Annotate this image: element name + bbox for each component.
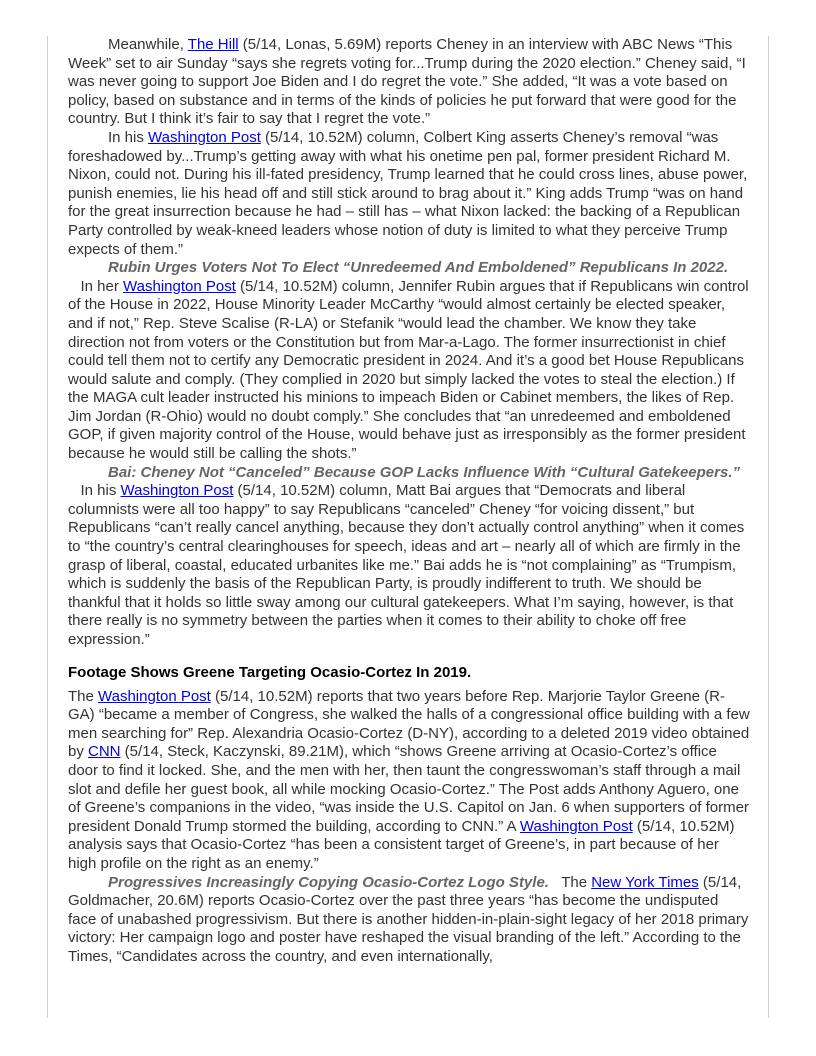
text: The	[548, 873, 592, 891]
story-headline: Progressives Increasingly Copying Ocasio-Cortez Logo Style.	[108, 873, 549, 891]
paragraph-cheney-regret	[68, 36, 750, 129]
link-washington-post[interactable]: Washington Post	[123, 277, 236, 295]
link-the-hill[interactable]: The Hill	[187, 36, 239, 53]
link-washington-post[interactable]: Washington Post	[98, 687, 211, 705]
text: (5/14, Lonas, 5.69M) reports Cheney in an interview with ABC News “This Week” set to air Sunday “says she regrets voting for...Trump during the 2020 election.” Cheney said, “I was never going to support Joe Biden and I do regret the vote.” She added, “It was a vote based on policy, based on substance and in terms of the kinds of policies he put forward that were good for the country. But I think it’s fair to say that I regret the vote.”	[68, 36, 746, 128]
text: In his	[68, 482, 121, 500]
paragraph-bai	[68, 464, 750, 650]
link-cnn[interactable]: CNN	[88, 743, 121, 761]
link-washington-post[interactable]: Washington Post	[519, 817, 633, 835]
text: (5/14, 10.52M) analysis says that Ocasio-Cortez “has been a consistent target of Greene’s, in part because of her high profile on the right as an enemy.”	[68, 817, 735, 872]
paragraph-logo-style	[68, 874, 750, 967]
paragraph-colbert-king	[68, 129, 750, 259]
document-body	[68, 36, 750, 967]
text: The	[68, 687, 99, 705]
paragraph-rubin	[68, 259, 750, 464]
text: (5/14, 10.52M) reports that two years before Rep. Marjorie Taylor Greene (R-GA) “became a member of Congress, she walked the halls of a congressional office building with a few men searching for” Rep. Alexandria Ocasio-Cortez (D-NY), according to a deleted 2019 video obtained by	[68, 687, 750, 761]
text: In his	[108, 128, 149, 146]
link-washington-post[interactable]: Washington Post	[120, 482, 234, 500]
story-headline: Bai: Cheney Not “Canceled” Because GOP Lacks Influence With “Cultural Gatekeepers.”	[108, 463, 740, 481]
text: (5/14, Goldmacher, 20.6M) reports Ocasio-Cortez over the past three years “has become the undisputed face of unabashed progressivism. But there is another hidden-in-plain-sight legacy of her 2018 primary victory: Her campaign logo and poster have reshaped the visual branding of the left.” According to the Times, “Candidates across the country, and even internationally,	[68, 873, 749, 965]
text: (5/14, 10.52M) column, Jennifer Rubin argues that if Republicans win control of the House in 2022, House Minority Leader McCarthy “would almost certainly be elected speaker, and if not,” Rep. Steve Scalise (R-LA) or Stefanik “would lead the chamber. We know they take direction not from voters or the Constitution but from Mar-a-Lago. The former insurrectionist in chief could tell them not to certify any Democratic president in 2024. And it’s a good bet House Republicans would salute and comply. (They complied in 2020 but simply lacked the votes to steal the election.) If the MAGA cult leader instructed his minions to impeach Biden or Cabinet members, the likes of Rep. Jim Jordan (R-Ohio) would no doubt comply.” She concludes that “an unredeemed and emboldened GOP, if given majority control of the House, would behave just as irresponsibly as the former president because he would still be calling the shots.”	[68, 277, 749, 463]
text: (5/14, 10.52M) column, Matt Bai argues that “Democrats and liberal columnists were all too happy” to say Republicans “canceled” Cheney “for voicing dissent,” but Republicans “can’t really cancel anything, because they don’t actually control anything” when it comes to “the country’s central clearinghouses for speech, ideas and art – nearly all of which are firmly in the grasp of liberal, coastal, educated urbanites like me.” Bai adds he is “not complaining” as “Trumpism, which is suddenly the basis of the Republican Party, is proudly indifferent to truth. We should be thankful that it holds so little sway among our cultural gatekeepers. What I’m saying, however, is that there really is no symmetry between the parties when it comes to their ability to choke off free expression.”	[68, 482, 745, 648]
text: Meanwhile,	[108, 36, 188, 53]
section-heading: Footage Shows Greene Targeting Ocasio-Cortez In 2019.	[68, 663, 472, 681]
paragraph-greene-footage	[68, 688, 750, 874]
link-new-york-times[interactable]: New York Times	[591, 873, 699, 891]
link-washington-post[interactable]: Washington Post	[148, 128, 261, 146]
text: (5/14, 10.52M) column, Colbert King asserts Cheney’s removal “was foreshadowed by...Trump’s getting away with what his onetime pen pal, former president Richard M. Nixon, could not. During his ill-fated presidency, Trump learned that he could cross lines, abuse power, punish enemies, lie his head off and still stick around to brag about it.” King adds Trump “was on hand for the great insurrection because he had – still has – what Nixon lacked: the backing of a Republican Party controlled by weak-kneed leaders whose notion of duty is limited to what they perceive Trump expects of them.”	[68, 128, 748, 258]
text: (5/14, Steck, Kaczynski, 89.21M), which “shows Greene arriving at Ocasio-Cortez’s office door to find it locked. She, and the men with her, then taunt the congresswoman’s staff through a mail slot and defile her guest book, all while mocking Ocasio-Cortez.” The Post adds Anthony Aguero, one of Greene’s companions in the video, “was inside the U.S. Capitol on Jan. 6 when supporters of former president Donald Trump stormed the building, according to CNN.” A	[68, 743, 749, 835]
text: In her	[68, 277, 124, 295]
story-headline: Rubin Urges Voters Not To Elect “Unredeemed And Emboldened” Republicans In 2022.	[108, 259, 729, 277]
